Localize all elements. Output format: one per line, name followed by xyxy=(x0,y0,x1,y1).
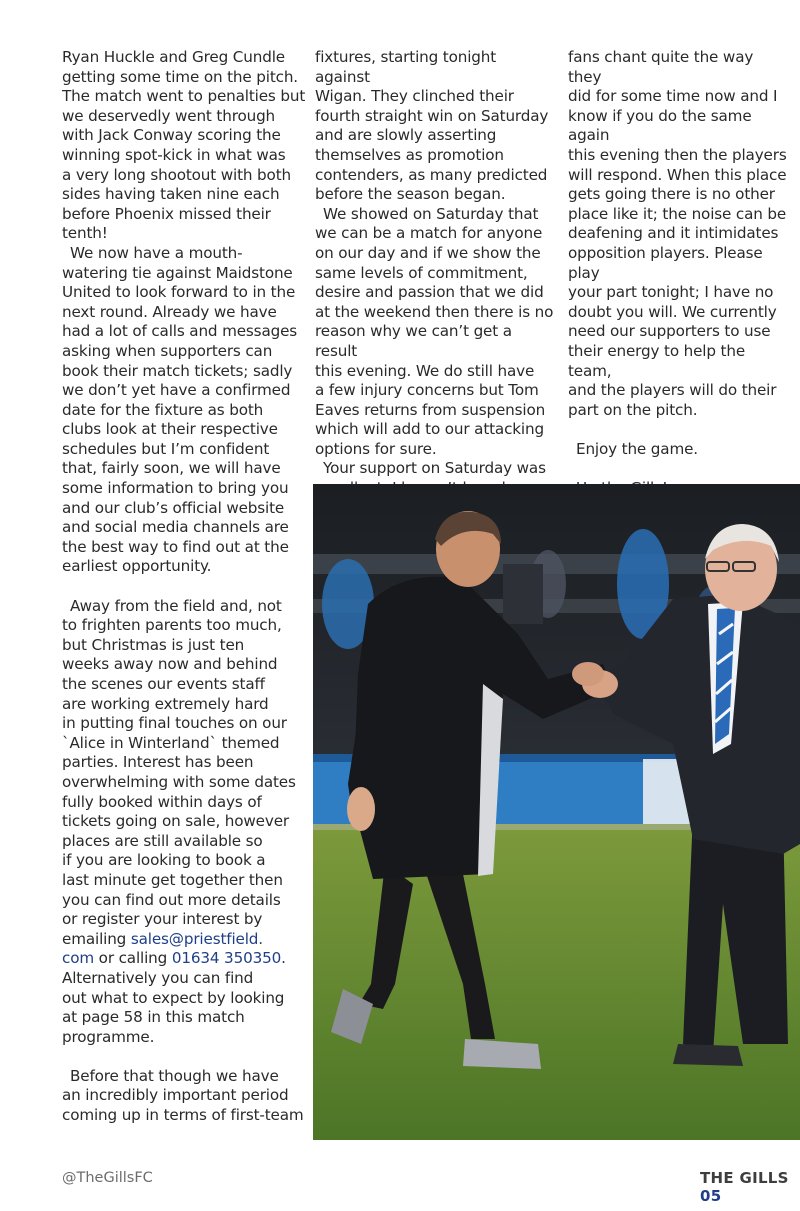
text-line: we can be a match for anyone xyxy=(315,224,543,243)
article-column-1 xyxy=(62,48,306,1126)
text-line: their energy to help the team, xyxy=(568,341,746,380)
paragraph-wigan xyxy=(315,48,555,205)
text-line: coming up in terms of first-team xyxy=(62,1106,304,1125)
email-link-continued[interactable]: com xyxy=(62,949,94,968)
text-line: tenth! xyxy=(62,224,108,243)
text-line: asking when supporters can xyxy=(62,341,273,360)
text-line: Eaves returns from suspension xyxy=(315,400,546,419)
text-line: the scenes our events staff xyxy=(62,675,265,693)
text-line: this evening then the players xyxy=(568,145,787,164)
or-calling-text: or calling xyxy=(94,949,172,968)
text-line: the best way to find out at the xyxy=(62,537,289,556)
text-line: this evening. We do still have xyxy=(315,361,535,380)
text-line: `Alice in Winterland` themed xyxy=(62,733,280,752)
text-line: watering tie against Maidstone xyxy=(62,263,293,282)
text-line: on our day and if we show the xyxy=(315,243,541,262)
text-line: next round. Already we have xyxy=(62,302,277,321)
text-line: desire and passion that we did xyxy=(315,283,544,302)
text-line: to frighten parents too much, xyxy=(62,616,282,635)
text-line: date for the fixture as both xyxy=(62,400,264,419)
text-line: Wigan. They clinched their xyxy=(315,87,514,106)
text-line: a very long shootout with both xyxy=(62,165,291,184)
paragraph-penalties xyxy=(62,48,306,244)
footer-publication-title xyxy=(700,1169,800,1205)
text-line: opposition players. Please play xyxy=(568,243,763,282)
text-line: out what to expect by looking xyxy=(62,988,285,1007)
text-line: and are slowly asserting xyxy=(315,126,497,145)
period-text: . xyxy=(281,949,286,968)
text-line: Alternatively you can find xyxy=(62,968,254,987)
text-line: and the players will do their xyxy=(568,381,777,400)
text-line: we deservedly went through xyxy=(62,106,276,125)
text-line: doubt you will. We currently xyxy=(568,302,777,321)
text-line: know if you do the same again xyxy=(568,106,752,145)
text-line: reason why we can’t get a result xyxy=(315,322,512,360)
text-line: places are still available so xyxy=(62,831,263,850)
enjoy-line: Enjoy the game. xyxy=(576,439,698,458)
article-column-2 xyxy=(315,48,555,499)
text-line: sides having taken nine each xyxy=(62,185,280,204)
text-line: fully booked within days of xyxy=(62,792,262,811)
text-line: or register your interest by xyxy=(62,910,263,929)
text-line: and social media channels are xyxy=(62,518,289,537)
social-handle: @TheGillsFC xyxy=(62,1170,153,1186)
text-line: fans chant quite the way they xyxy=(568,48,754,86)
text-line: before the season began. xyxy=(315,185,506,204)
text-line: United to look forward to in the xyxy=(62,283,296,302)
text-line: before Phoenix missed their xyxy=(62,204,271,223)
handshake-photo xyxy=(313,484,800,1140)
text-line: fourth straight win on Saturday xyxy=(315,106,549,125)
text-line: book their match tickets; sadly xyxy=(62,361,293,380)
text-line: gets going there is no other xyxy=(568,185,775,204)
text-line: The match went to penalties but xyxy=(62,87,306,106)
text-line: weeks away now and behind xyxy=(62,655,278,674)
paragraph-first-team xyxy=(62,1067,306,1126)
paragraph-fans xyxy=(568,48,790,420)
text-line: winning spot-kick in what was xyxy=(62,145,286,164)
text-line: in putting final touches on our xyxy=(62,714,287,733)
text-line: Your support on Saturday was xyxy=(323,459,546,478)
text-line: last minute get together then xyxy=(62,870,283,889)
text-line: need our supporters to use xyxy=(568,322,771,341)
text-line: at the weekend then there is no xyxy=(315,302,554,321)
text-line: deafening and it intimidates xyxy=(568,224,779,243)
text-line: are working extremely hard xyxy=(62,694,269,713)
text-line: your part tonight; I have no xyxy=(568,283,774,302)
text-line: that, fairly soon, we will have xyxy=(62,459,281,478)
text-line: clubs look at their respective xyxy=(62,420,278,439)
text-line: we don’t yet have a confirmed xyxy=(62,381,291,400)
article-column-3 xyxy=(568,48,790,538)
text-line: at page 58 in this match xyxy=(62,1008,245,1027)
text-line: schedules but I’m confident xyxy=(62,439,270,458)
text-line: Away from the field and, not xyxy=(70,596,282,615)
text-line: you can find out more details xyxy=(62,890,281,909)
text-line: Ryan Huckle and Greg Cundle xyxy=(62,48,285,66)
text-line: with Jack Conway scoring the xyxy=(62,126,281,145)
text-line: We showed on Saturday that xyxy=(323,204,539,223)
text-line: getting some time on the pitch. xyxy=(62,67,298,86)
text-line: some information to bring you xyxy=(62,479,289,498)
text-line: did for some time now and I xyxy=(568,87,778,106)
text-line: We now have a mouth- xyxy=(70,243,243,262)
page-number: 05 xyxy=(700,1187,722,1205)
text-line: Before that though we have xyxy=(70,1066,279,1085)
emailing-text: emailing xyxy=(62,929,131,948)
text-line: will respond. When this place xyxy=(568,165,787,184)
text-line: parties. Interest has been xyxy=(62,753,254,772)
text-line: fixtures, starting tonight against xyxy=(315,48,497,86)
text-line: had a lot of calls and messages xyxy=(62,322,298,341)
text-line: same levels of commitment, xyxy=(315,263,528,282)
text-line: earliest opportunity. xyxy=(62,557,212,576)
publication-name: THE GILLS xyxy=(700,1169,789,1187)
text-line: place like it; the noise can be xyxy=(568,204,787,223)
email-link[interactable]: sales@priestfield. xyxy=(130,929,263,948)
text-line: themselves as promotion xyxy=(315,145,504,164)
text-line: and our club’s official website xyxy=(62,498,285,517)
paragraph-maidstone-tie xyxy=(62,244,306,577)
text-line: tickets going on sale, however xyxy=(62,812,290,831)
text-line: but Christmas is just ten xyxy=(62,635,245,654)
phone-link[interactable]: 01634 350350 xyxy=(171,949,282,968)
text-line: if you are looking to book a xyxy=(62,851,266,870)
text-line: contenders, as many predicted xyxy=(315,165,548,184)
text-line: overwhelming with some dates xyxy=(62,772,296,791)
paragraph-christmas xyxy=(62,597,306,1048)
text-line: part on the pitch. xyxy=(568,400,698,419)
text-line: programme. xyxy=(62,1027,155,1046)
text-line: options for sure. xyxy=(315,439,437,458)
text-line: a few injury concerns but Tom xyxy=(315,381,539,400)
text-line: an incredibly important period xyxy=(62,1086,289,1105)
paragraph-commitment xyxy=(315,205,555,460)
text-line: which will add to our attacking xyxy=(315,420,544,439)
